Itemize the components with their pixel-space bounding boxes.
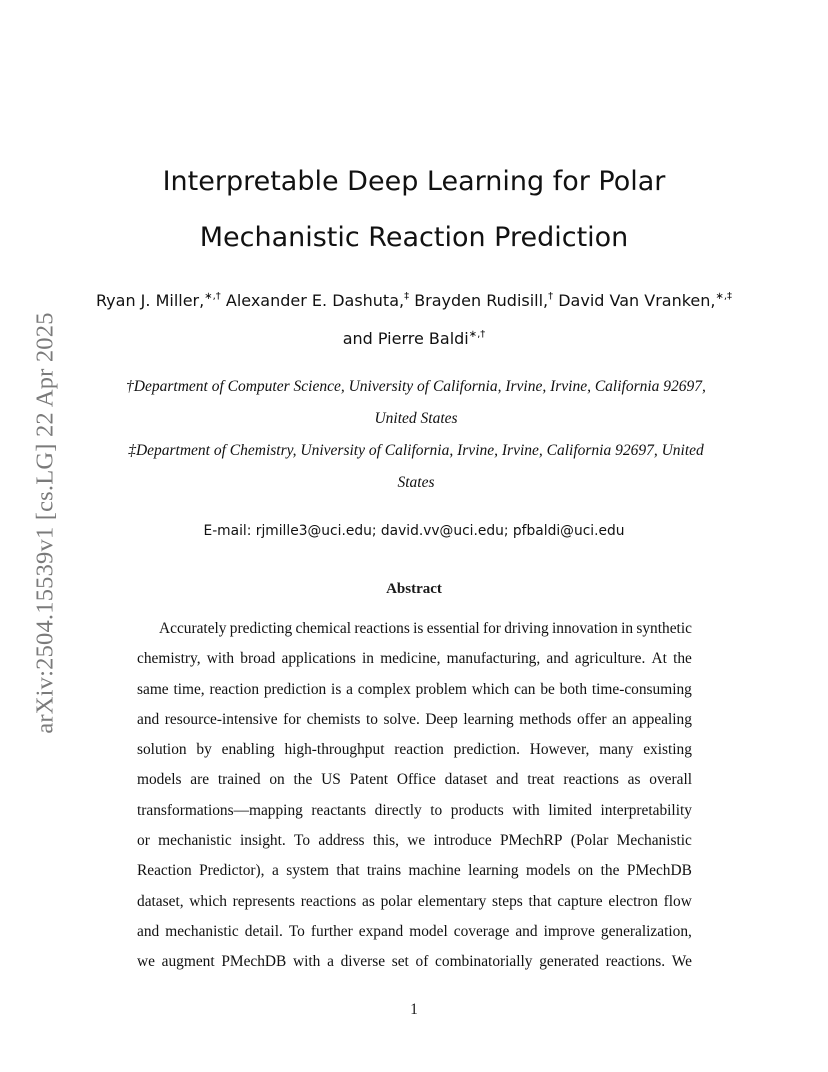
page-number: 1: [410, 1001, 418, 1018]
abstract-line: dataset, which represents reactions as polar elementary steps that capture electron flow: [137, 892, 692, 910]
abstract-line: and resource-intensive for chemists to solve. Deep learning methods offer an appealing: [137, 710, 692, 728]
affiliation-computer-science: [96, 371, 736, 435]
affiliation-line: †Department of Computer Science, University of California, Irvine, Irvine, California 92697,: [126, 378, 706, 395]
author-affiliation-mark: ‡: [404, 290, 410, 302]
author-affiliation-mark: ∗,†: [468, 328, 486, 340]
title-line-2: Mechanistic Reaction Prediction: [199, 222, 629, 253]
author-name: Ryan J. Miller,: [95, 291, 205, 310]
author-list: [0, 282, 828, 358]
affiliation-line: United States: [374, 410, 458, 427]
arxiv-identifier-text: arXiv:2504.15539v1 [cs.LG] 22 Apr 2025: [32, 312, 60, 734]
abstract-line: transformations—mapping reactants directly to products with limited interpretability: [137, 801, 692, 819]
abstract-line: Reaction Predictor), a system that trains machine learning models on the PMechDB: [137, 862, 692, 880]
abstract-line: models are trained on the US Patent Office dataset and treat reactions as overall: [137, 771, 692, 789]
abstract-line: and mechanistic detail. To further expand model coverage and improve generalization,: [137, 922, 692, 940]
author-affiliation-mark: ∗,†: [204, 290, 221, 302]
author-name: Brayden Rudisill,: [414, 291, 549, 310]
abstract-line: solution by enabling high-throughput reaction prediction. However, many existing: [137, 741, 692, 759]
affiliation-line: ‡Department of Chemistry, University of California, Irvine, Irvine, California 92697, United: [128, 442, 704, 459]
author-affiliation-mark: ∗,‡: [715, 290, 733, 302]
abstract-line: chemistry, with broad applications in medicine, manufacturing, and agriculture. At the: [137, 650, 692, 668]
affiliation-chemistry: [96, 435, 736, 499]
author-name: Alexander E. Dashuta,: [225, 291, 405, 310]
author-name: and Pierre Baldi: [342, 329, 469, 348]
abstract-heading: Abstract: [386, 581, 442, 597]
abstract-line: Accurately predicting chemical reactions is essential for driving innovation in synthetic: [159, 620, 692, 637]
title-line-1: Interpretable Deep Learning for Polar: [162, 166, 666, 197]
abstract-line: or mechanistic insight. To address this, we introduce PMechRP (Polar Mechanistic: [137, 832, 692, 850]
author-affiliation-mark: †: [548, 290, 554, 302]
contact-email: E-mail: rjmille3@uci.edu; david.vv@uci.edu; pfbaldi@uci.edu: [203, 523, 625, 539]
paper-title: [0, 154, 828, 266]
abstract-line: same time, reaction prediction is a complex problem which can be both time-consuming: [137, 680, 692, 698]
affiliation-line: States: [397, 474, 435, 491]
abstract-body: [137, 614, 692, 978]
authors-line-1: [0, 282, 828, 320]
author-name: David Van Vranken,: [558, 291, 716, 310]
abstract-line: we augment PMechDB with a diverse set of combinatorially generated reactions. We: [137, 953, 692, 971]
authors-line-2: [0, 320, 828, 358]
